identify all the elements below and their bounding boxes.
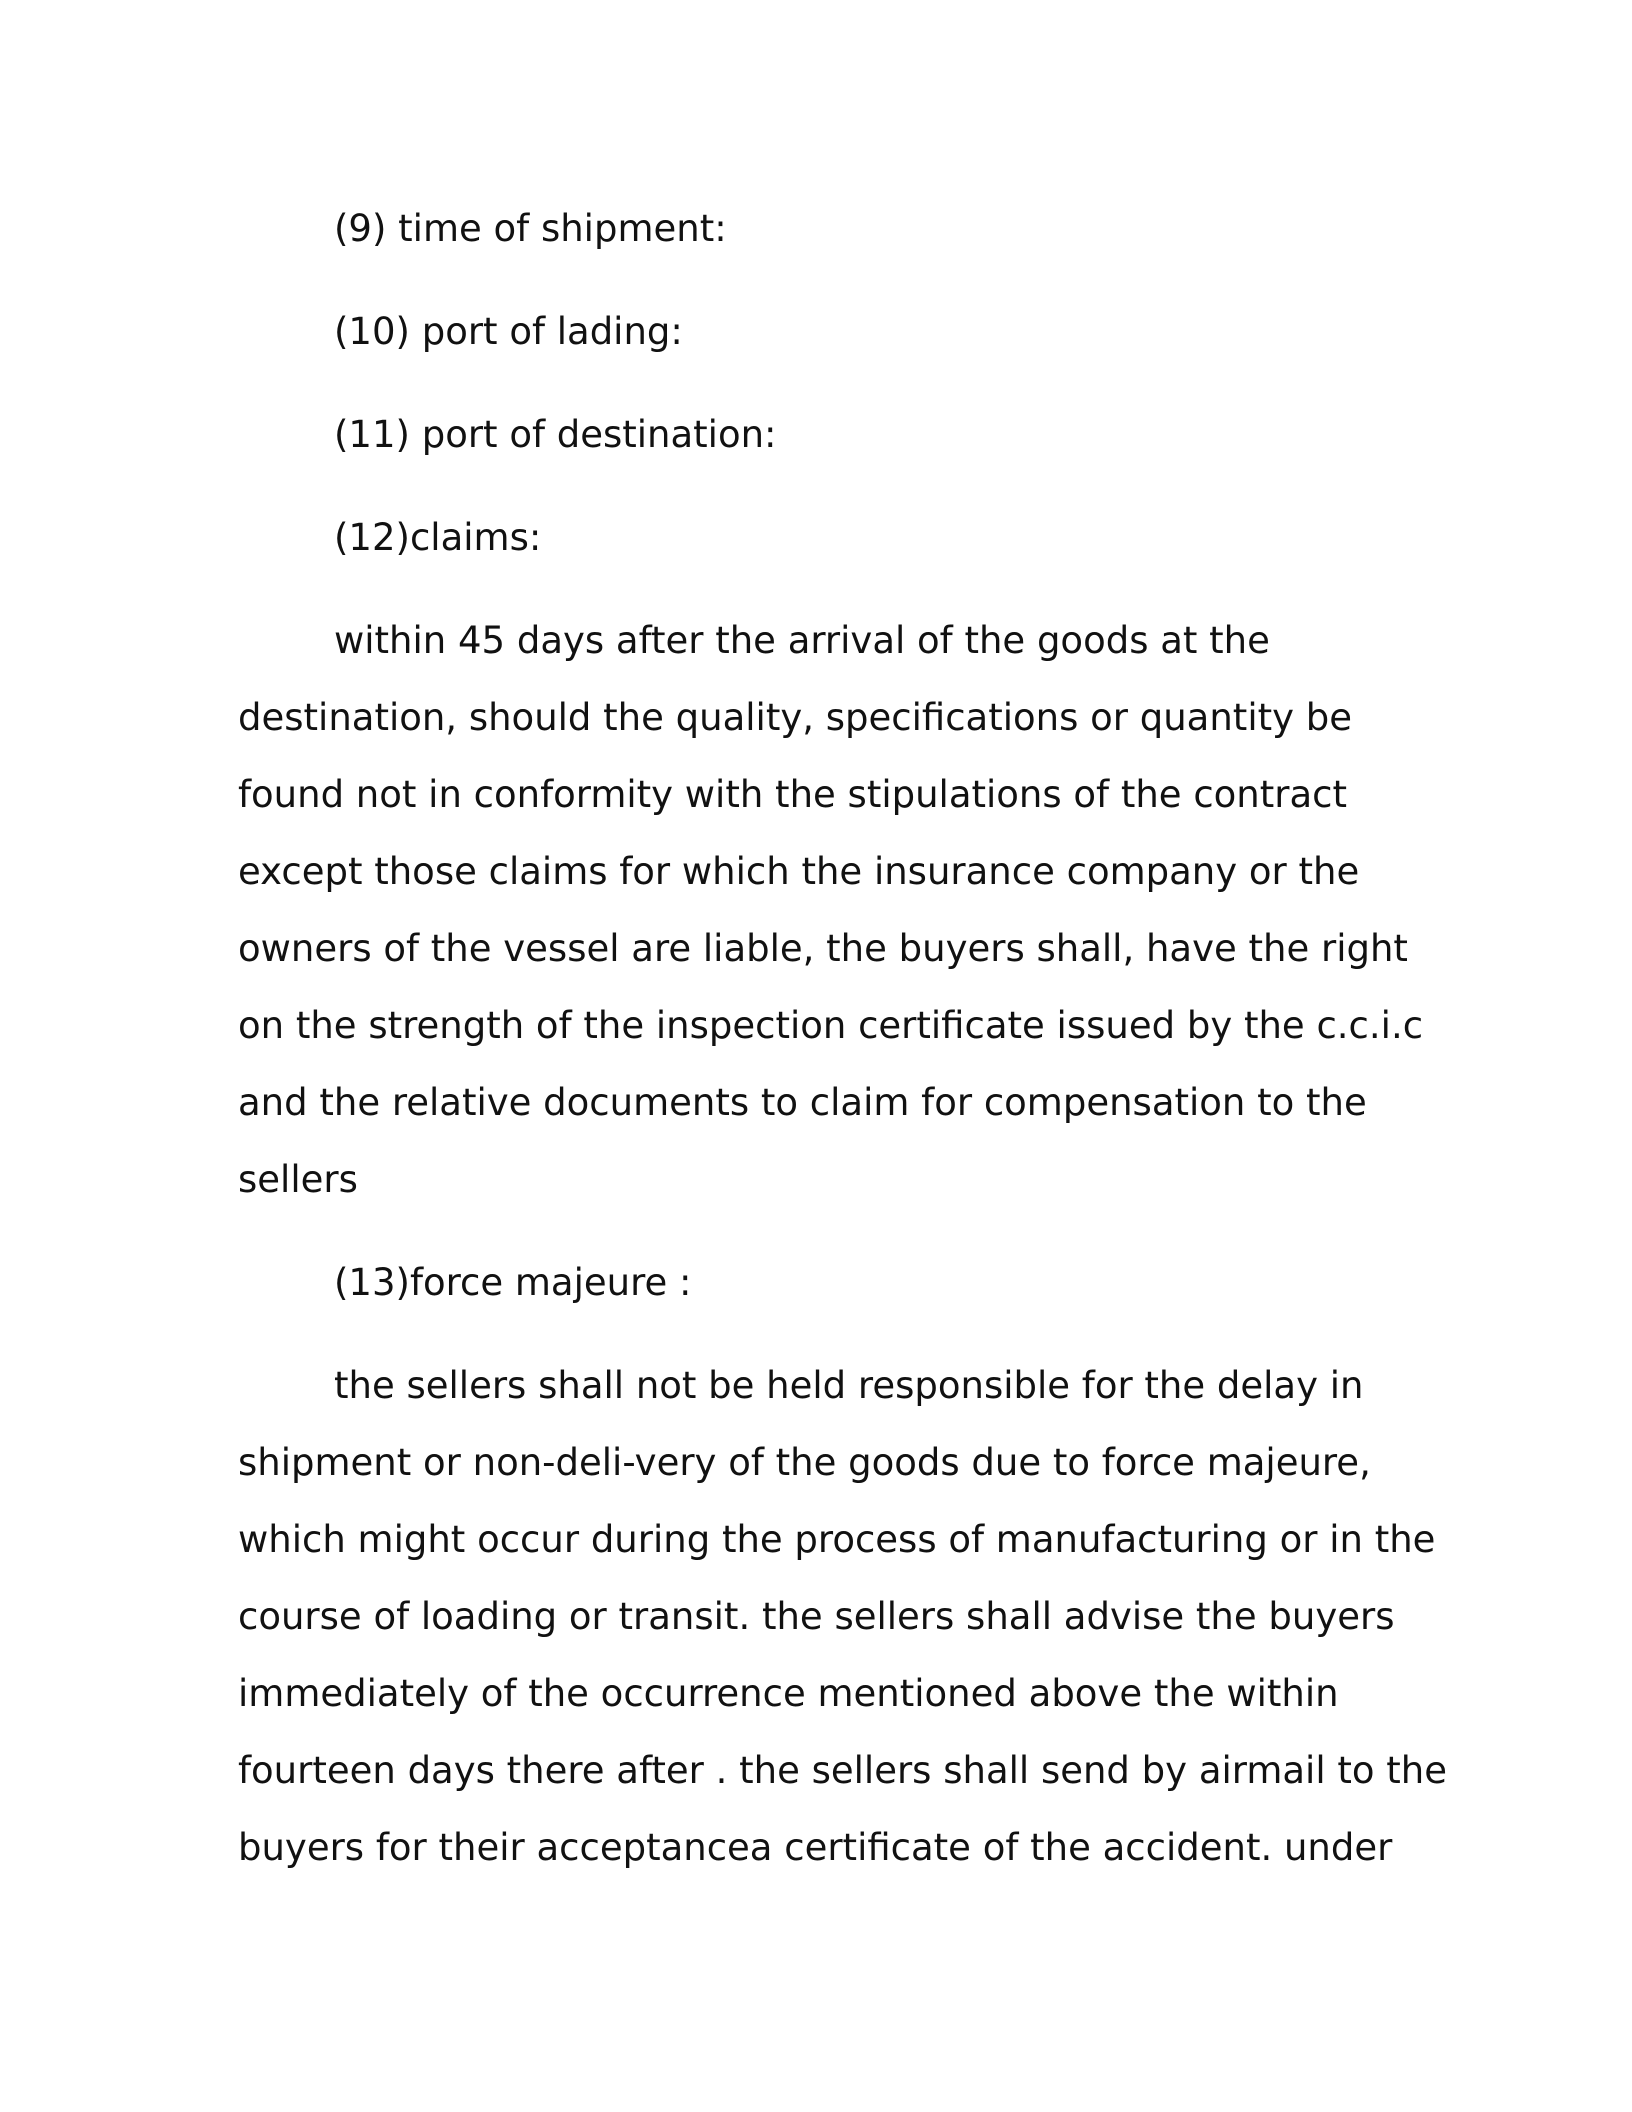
force-majeure-line: the sellers shall not be held responsible for the delay in (334, 1364, 1364, 1407)
force-majeure-line: course of loading or transit. the sellers shall advise the buyers (238, 1595, 1395, 1638)
clause-port-of-lading: (10) port of lading: (334, 310, 683, 353)
clause-force-majeure-heading: (13)force majeure : (334, 1261, 692, 1304)
clause-time-of-shipment: (9) time of shipment: (334, 207, 727, 250)
force-majeure-line: immediately of the occurrence mentioned above the within (238, 1672, 1339, 1715)
clause-claims-heading: (12)claims: (334, 516, 542, 559)
clause-port-of-destination: (11) port of destination: (334, 413, 777, 456)
claims-line: except those claims for which the insurance company or the (238, 850, 1360, 893)
claims-line: destination, should the quality, specifications or quantity be (238, 696, 1353, 739)
claims-line: owners of the vessel are liable, the buyers shall, have the right (238, 927, 1408, 970)
page-content (238, 190, 1448, 1886)
force-majeure-paragraph (238, 1347, 1448, 1886)
claims-line: and the relative documents to claim for compensation to the (238, 1081, 1367, 1124)
claims-line: within 45 days after the arrival of the goods at the (334, 619, 1270, 662)
claims-line: found not in conformity with the stipulations of the contract (238, 773, 1347, 816)
claims-line: sellers (238, 1158, 358, 1201)
force-majeure-line: shipment or non-deli-very of the goods due to force majeure, (238, 1441, 1371, 1484)
force-majeure-line: fourteen days there after . the sellers shall send by airmail to the (238, 1749, 1448, 1792)
claims-paragraph (238, 602, 1424, 1218)
force-majeure-line: buyers for their acceptancea certificate of the accident. under (238, 1826, 1393, 1869)
claims-line: on the strength of the inspection certificate issued by the c.c.i.c (238, 1004, 1424, 1047)
force-majeure-line: which might occur during the process of manufacturing or in the (238, 1518, 1436, 1561)
